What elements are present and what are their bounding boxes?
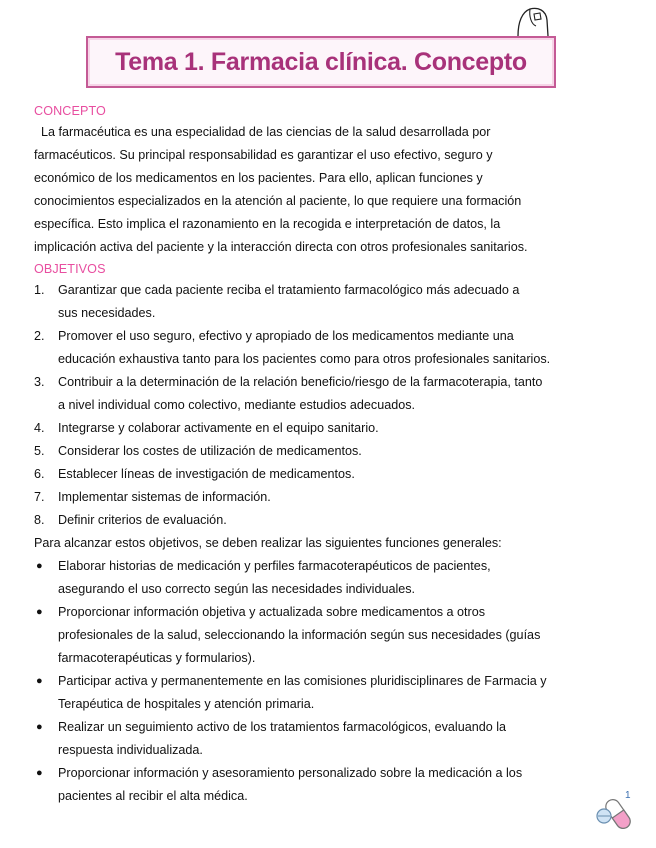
item-line: Participar activa y permanentemente en las comisiones pluridisciplinares de Farmacia y (58, 674, 547, 688)
list-item (34, 555, 624, 601)
item-line: Definir criterios de evaluación. (58, 513, 227, 527)
item-line: a nivel individual como colectivo, mediante estudios adecuados. (58, 398, 416, 412)
concepto-paragraph (34, 121, 624, 259)
funciones-list (34, 555, 624, 808)
list-item (34, 486, 624, 509)
item-line: Contribuir a la determinación de la relación beneficio/riesgo de la farmacoterapia, tanto (58, 375, 543, 389)
list-item (34, 279, 624, 325)
list-item (34, 417, 624, 440)
item-line: profesionales de la salud, seleccionando la información según sus necesidades (guías (58, 628, 541, 642)
bullet-icon: ● (36, 675, 43, 687)
item-line: Terapéutica de hospitales y atención primaria. (58, 697, 315, 711)
page-title: Tema 1. Farmacia clínica. Concepto (115, 47, 527, 76)
bullet-icon: ● (36, 560, 43, 572)
item-line: Elaborar historias de medicación y perfiles farmacoterapéuticos de pacientes, (58, 559, 491, 573)
item-line: Implementar sistemas de información. (58, 490, 271, 504)
item-line: pacientes al recibir el alta médica. (58, 789, 248, 803)
list-item (34, 371, 624, 417)
list-item (34, 440, 624, 463)
item-number: 7. (34, 490, 45, 504)
item-line: asegurando el uso correcto según las necesidades individuales. (58, 582, 416, 596)
list-item (34, 670, 624, 716)
item-line: Proporcionar información y asesoramiento personalizado sobre la medicación a los (58, 766, 523, 780)
item-line: Garantizar que cada paciente reciba el tratamiento farmacológico más adecuado a (58, 283, 520, 297)
title-box (86, 36, 556, 88)
list-item (34, 509, 624, 532)
item-line: farmacoterapéuticas y formularios). (58, 651, 256, 665)
item-line: Considerar los costes de utilización de medicamentos. (58, 444, 362, 458)
item-number: 5. (34, 444, 45, 458)
item-number: 2. (34, 329, 45, 343)
item-line: Realizar un seguimiento activo de los tratamientos farmacológicos, evaluando la (58, 720, 507, 734)
item-number: 3. (34, 375, 45, 389)
bullet-icon: ● (36, 606, 43, 618)
list-item (34, 762, 624, 808)
objetivos-heading: OBJETIVOS (34, 262, 106, 276)
concepto-line: La farmacéutica es una especialidad de las ciencias de la salud desarrollada por (41, 125, 491, 139)
pills-icon (592, 788, 640, 836)
item-line: Promover el uso seguro, efectivo y apropiado de los medicamentos mediante una (58, 329, 514, 343)
item-line: Integrarse y colaborar activamente en el equipo sanitario. (58, 421, 379, 435)
item-line: sus necesidades. (58, 306, 156, 320)
bullet-icon: ● (36, 767, 43, 779)
concepto-line: específica. Esto implica el razonamiento en la recogida e interpretación de datos, la (34, 217, 501, 231)
item-number: 8. (34, 513, 45, 527)
item-number: 1. (34, 283, 45, 297)
list-item (34, 463, 624, 486)
content (34, 101, 624, 808)
concepto-line: implicación activa del paciente y la interacción directa con otros profesionales sanitarios. (34, 240, 528, 254)
item-line: Proporcionar información objetiva y actualizada sobre medicamentos a otros (58, 605, 486, 619)
list-item (34, 325, 624, 371)
objetivos-list (34, 279, 624, 532)
bullet-icon: ● (36, 721, 43, 733)
concepto-line: conocimientos especializados en la atención al paciente, lo que requiere una formación (34, 194, 522, 208)
item-line: Establecer líneas de investigación de medicamentos. (58, 467, 355, 481)
item-line: respuesta individualizada. (58, 743, 203, 757)
concepto-line: farmacéuticos. Su principal responsabilidad es garantizar el uso efectivo, seguro y (34, 148, 493, 162)
page-number: 1 (625, 790, 631, 801)
flask-doodle-icon (512, 4, 552, 38)
list-item (34, 601, 624, 670)
funciones-intro: Para alcanzar estos objetivos, se deben realizar las siguientes funciones generales: (34, 536, 502, 550)
item-number: 4. (34, 421, 45, 435)
concepto-heading: CONCEPTO (34, 104, 106, 118)
item-number: 6. (34, 467, 45, 481)
list-item (34, 716, 624, 762)
item-line: educación exhaustiva tanto para los pacientes como para otros profesionales sanitarios. (58, 352, 551, 366)
concepto-line: económico de los medicamentos en los pacientes. Para ello, aplican funciones y (34, 171, 483, 185)
